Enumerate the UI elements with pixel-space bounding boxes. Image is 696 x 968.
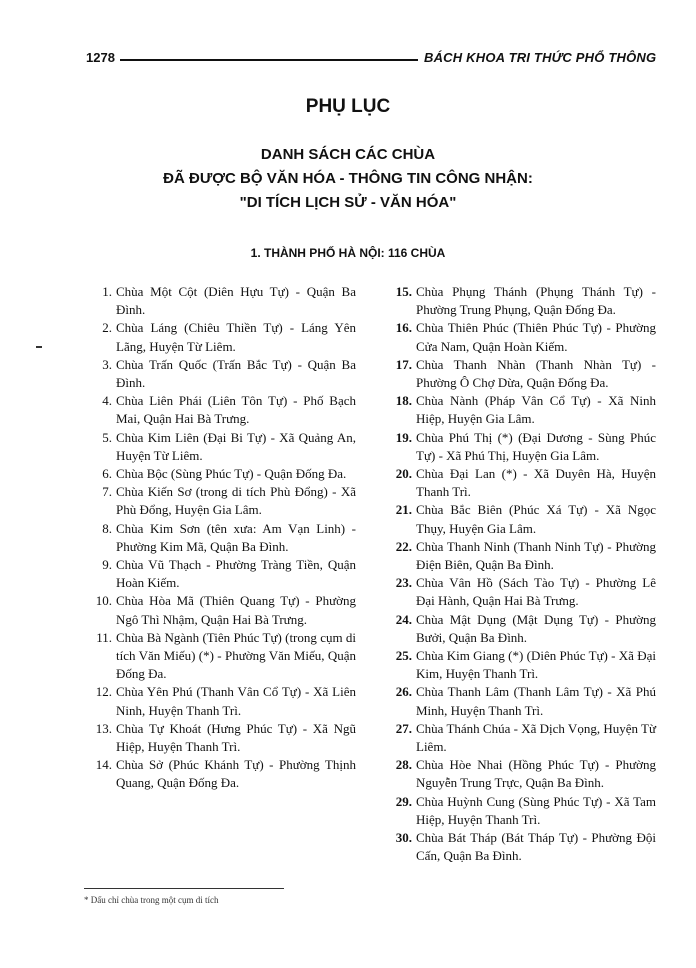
item-text: Chùa Vân Hồ (Sách Tào Tự) - Phường Lê Đại Hành, Quận Hai Bà Trưng. — [416, 575, 656, 609]
list-item — [384, 756, 656, 792]
list-item — [384, 283, 656, 319]
list-item — [384, 720, 656, 756]
item-text: Chùa Hòa Mã (Thiên Quang Tự) - Phường Ngô Thì Nhậm, Quận Hai Bà Trưng. — [116, 593, 356, 627]
page-number: 1278 — [86, 50, 115, 65]
item-text: Chùa Thanh Ninh (Thanh Ninh Tự) - Phường Điện Biên, Quận Ba Đình. — [416, 538, 656, 573]
item-number: 13. — [95, 720, 112, 736]
item-number: 28. — [395, 757, 412, 773]
item-number: 1. — [102, 284, 112, 299]
list-item — [84, 683, 356, 719]
item-number: 19. — [395, 429, 412, 445]
item-number: 20. — [395, 466, 412, 482]
item-text: Chùa Hòe Nhai (Hồng Phúc Tự) - Phường Nguyễn Trung Trực, Quận Ba Đình. — [416, 757, 656, 791]
item-number: 27. — [395, 720, 412, 736]
item-number: 22. — [395, 538, 412, 554]
list-item — [84, 629, 356, 684]
item-number: 26. — [395, 684, 412, 700]
list-item — [84, 592, 356, 628]
item-number: 2. — [102, 320, 112, 336]
item-text: Chùa Huỳnh Cung (Sùng Phúc Tự) - Xã Tam Hiệp, Huyện Thanh Trì. — [416, 793, 656, 827]
item-number: 6. — [102, 466, 112, 482]
list-item — [384, 392, 656, 428]
item-number: 10. — [95, 593, 112, 609]
item-number: 17. — [395, 356, 412, 372]
list-item — [84, 429, 356, 465]
item-number: 29. — [395, 793, 412, 809]
item-number: 12. — [95, 684, 112, 700]
item-text: Chùa Đại Lan (*) - Xã Duyên Hà, Huyện Thanh Trì. — [416, 466, 656, 500]
item-text: Chùa Yên Phú (Thanh Vân Cổ Tự) - Xã Liên Ninh, Huyện Thanh Trì. — [116, 684, 356, 718]
list-item — [384, 829, 656, 865]
item-number: 14. — [95, 757, 112, 773]
list-item — [84, 465, 356, 483]
list-item — [384, 647, 656, 683]
item-text: Chùa Thanh Nhàn (Thanh Nhàn Tự) - Phường Ô Chợ Dừa, Quận Đống Đa. — [416, 356, 656, 391]
item-text: Chùa Thanh Lâm (Thanh Lâm Tự) - Xã Phú Minh, Huyện Thanh Trì. — [416, 684, 656, 718]
heading-line-1: DANH SÁCH CÁC CHÙA — [260, 146, 436, 163]
running-title: BÁCH KHOA TRI THỨC PHỔ THÔNG — [424, 50, 657, 65]
item-text: Chùa Kim Liên (Đại Bi Tự) - Xã Quảng An, Huyện Từ Liêm. — [116, 429, 356, 463]
item-text: Chùa Tự Khoát (Hưng Phúc Tự) - Xã Ngũ Hiệp, Huyện Thanh Trì. — [116, 720, 356, 755]
list-item — [384, 538, 656, 574]
item-number: 24. — [395, 611, 412, 627]
item-number: 3. — [102, 356, 112, 372]
list-item — [384, 574, 656, 610]
item-text: Chùa Bộc (Sùng Phúc Tự) - Quận Đống Đa. — [116, 466, 347, 482]
list-item — [84, 283, 356, 319]
list-item — [84, 483, 356, 519]
list-item — [384, 319, 656, 355]
header-rule — [120, 59, 418, 61]
section-title: 1. THÀNH PHỐ HÀ NỘI: 116 CHÙA — [250, 246, 446, 260]
footnote-rule — [84, 888, 284, 889]
item-text: Chùa Kim Giang (*) (Diên Phúc Tự) - Xã Đại Kim, Huyện Thanh Trì. — [416, 648, 656, 682]
item-number: 23. — [395, 575, 412, 591]
item-number: 25. — [395, 648, 412, 664]
item-text: Chùa Láng (Chiêu Thiền Tự) - Láng Yên Lãng, Huyện Từ Liêm. — [116, 320, 356, 354]
item-number: 18. — [395, 393, 412, 409]
item-text: Chùa Sở (Phúc Khánh Tự) - Phường Thịnh Quang, Quận Đống Đa. — [116, 757, 356, 791]
item-text: Chùa Nành (Pháp Vân Cổ Tự) - Xã Ninh Hiệp, Huyện Gia Lâm. — [416, 393, 656, 427]
item-number: 5. — [102, 429, 112, 445]
list-item — [84, 520, 356, 556]
list-item — [384, 356, 656, 392]
item-text: Chùa Bát Tháp (Bát Tháp Tự) - Phường Đội Cấn, Quận Ba Đình. — [416, 830, 656, 864]
footnote: * Dấu chỉ chùa trong một cụm di tích — [84, 895, 219, 905]
appendix-title: PHỤ LỤC — [305, 96, 391, 117]
list-item — [384, 465, 656, 501]
item-text: Chùa Trấn Quốc (Trấn Bắc Tự) - Quận Ba Đình. — [116, 356, 356, 391]
right-column — [384, 283, 656, 866]
item-number: 7. — [102, 484, 112, 500]
list-item — [384, 683, 656, 719]
item-number: 11. — [96, 629, 112, 645]
list-item — [84, 319, 356, 355]
item-number: 15. — [395, 284, 412, 299]
page-header — [0, 0, 696, 78]
item-number: 16. — [395, 320, 412, 336]
item-text: Chùa Kim Sơn (tên xưa: Am Vạn Linh) - Phường Kim Mã, Quận Ba Đình. — [116, 520, 356, 554]
list-item — [84, 392, 356, 428]
list-item — [84, 756, 356, 792]
list-item — [84, 556, 356, 592]
item-text: Chùa Vũ Thạch - Phường Tràng Tiền, Quận Hoàn Kiếm. — [116, 557, 356, 591]
item-number: 30. — [395, 830, 412, 846]
item-text: Chùa Kiến Sơ (trong di tích Phù Đổng) - Xã Phù Đổng, Huyện Gia Lâm. — [116, 484, 356, 518]
list-item — [84, 720, 356, 756]
left-column — [84, 283, 356, 793]
item-number: 9. — [102, 557, 112, 573]
item-text: Chùa Bà Ngành (Tiên Phúc Tự) (trong cụm di tích Văn Miếu) (*) - Phường Văn Miếu, Quận Đống Đa. — [116, 629, 356, 682]
list-item — [384, 793, 656, 829]
item-text: Chùa Thiên Phúc (Thiên Phúc Tự) - Phường Cửa Nam, Quận Hoàn Kiếm. — [416, 320, 656, 354]
list-item — [384, 501, 656, 537]
margin-mark — [36, 346, 42, 348]
heading-line-3: "DI TÍCH LỊCH SỬ - VĂN HÓA" — [239, 194, 457, 211]
item-text: Chùa Phụng Thánh (Phụng Thánh Tự) - Phường Trung Phụng, Quận Đống Đa. — [416, 284, 656, 318]
item-number: 4. — [102, 393, 112, 409]
item-number: 8. — [102, 520, 112, 536]
item-text: Chùa Phú Thị (*) (Đại Dương - Sùng Phúc Tự) - Xã Phú Thị, Huyện Gia Lâm. — [416, 429, 656, 463]
list-item — [384, 429, 656, 465]
item-text: Chùa Liên Phái (Liên Tôn Tự) - Phố Bạch Mai, Quận Hai Bà Trưng. — [116, 393, 356, 427]
item-text: Chùa Một Cột (Diên Hựu Tự) - Quận Ba Đình. — [116, 284, 356, 318]
item-text: Chùa Bắc Biên (Phúc Xá Tự) - Xã Ngọc Thụy, Huyện Gia Lâm. — [416, 502, 656, 536]
list-item — [84, 356, 356, 392]
item-text: Chùa Mật Dụng (Mật Dụng Tự) - Phường Bưởi, Quận Ba Đình. — [416, 611, 656, 645]
heading-line-2: ĐÃ ĐƯỢC BỘ VĂN HÓA - THÔNG TIN CÔNG NHẬN: — [163, 170, 533, 187]
item-text: Chùa Thánh Chúa - Xã Dịch Vọng, Huyện Từ Liêm. — [416, 720, 656, 755]
item-number: 21. — [395, 502, 412, 518]
list-item — [384, 611, 656, 647]
